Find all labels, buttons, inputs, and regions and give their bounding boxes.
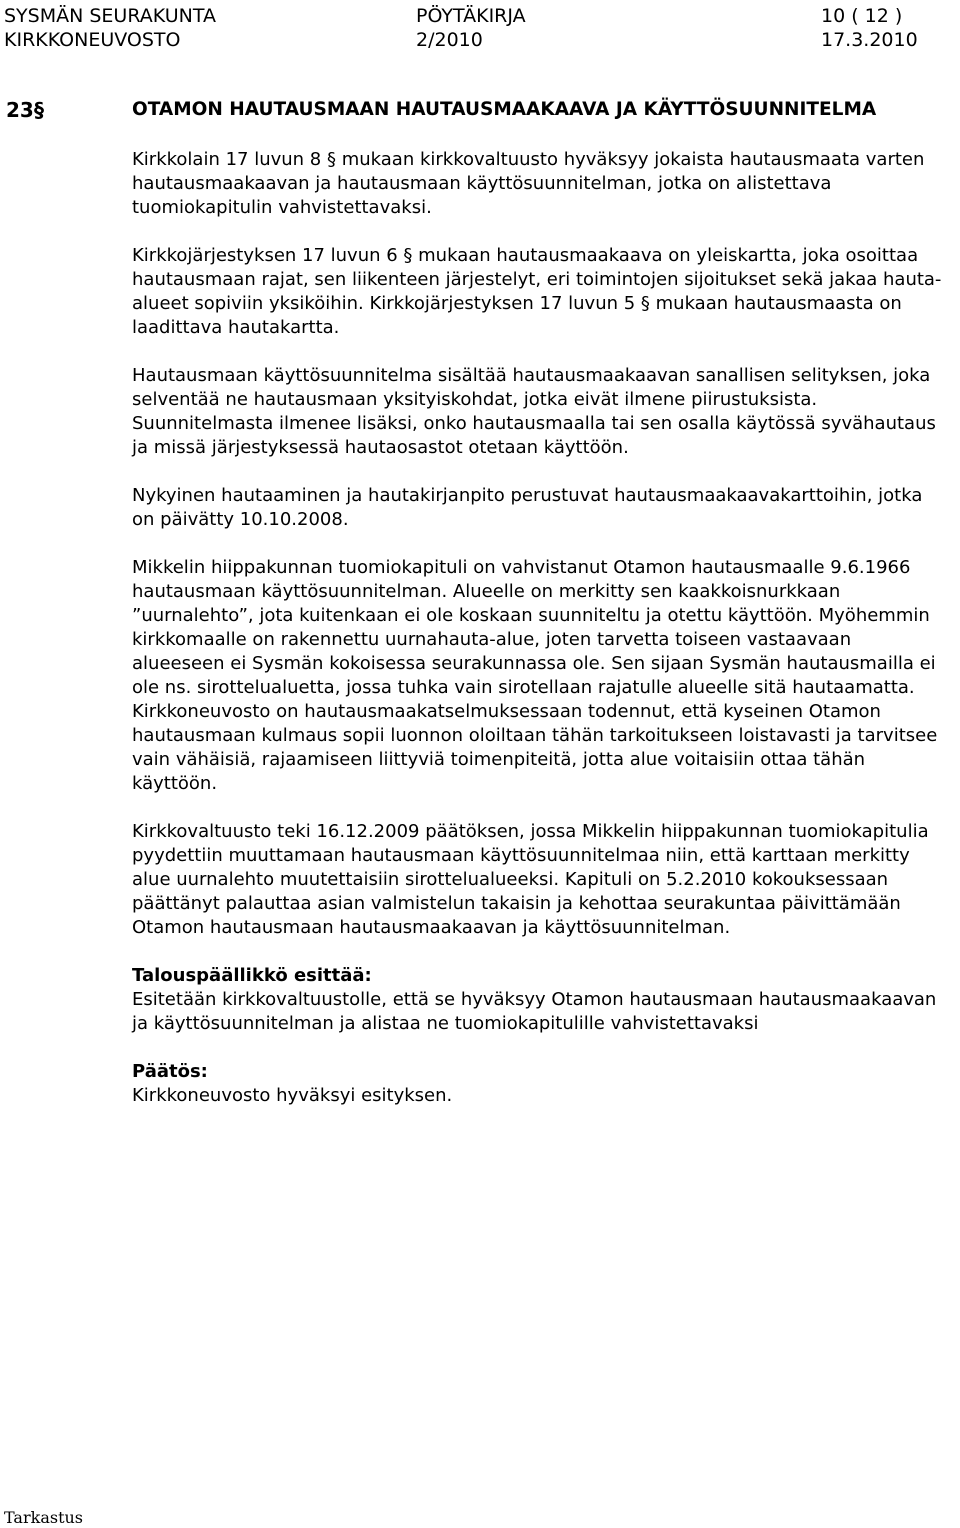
paragraph-council-decision: Kirkkovaltuusto teki 16.12.2009 päätöksen, jossa Mikkelin hiippakunnan tuomiokapitulia pyydettiin muuttamaan hautausmaan käyttösuunnitelmaa niin, että karttaan merkitty alue uurnalehto muutettaisiin sirottelualueeksi. Kapituli on 5.2.2010 kokouksessaan päättänyt palauttaa asian valmistelun takaisin ja kehottaa seurakuntaa päivittämään Otamon hautausmaan hautausmaakaavan ja käyttösuunnitelman.	[132, 821, 929, 938]
decision-block	[132, 1060, 947, 1108]
proposal-text: Esitetään kirkkovaltuustolle, että se hyväksyy Otamon hautausmaan hautausmaakaavan ja käyttösuunnitelman ja alistaa ne tuomiokapitulille vahvistettavaksi	[132, 989, 937, 1034]
document-body	[132, 148, 947, 1132]
section-title: OTAMON HAUTAUSMAAN HAUTAUSMAAKAAVA JA KÄYTTÖSUUNNITELMA	[132, 99, 877, 120]
proposal-label: Talouspäällikkö esittää:	[132, 965, 372, 986]
header-date: 17.3.2010	[821, 29, 918, 51]
paragraph-church-order: Kirkkojärjestyksen 17 luvun 6 § mukaan hautausmaakaava on yleiskartta, joka osoittaa hautausmaan rajat, sen liikenteen järjestelyt, eri toimintojen sijoitukset sekä jakaa hauta-alueet sopiviin yksiköihin. Kirkkojärjestyksen 17 luvun 5 § mukaan hautausmaasta on laadittava hautakartta.	[132, 245, 942, 338]
proposal-block	[132, 964, 947, 1036]
section-symbol: §	[34, 98, 44, 122]
footer-review-label: Tarkastus	[4, 1508, 84, 1527]
decision-text: Kirkkoneuvosto hyväksyi esityksen.	[132, 1085, 453, 1106]
paragraph-history: Mikkelin hiippakunnan tuomiokapituli on vahvistanut Otamon hautausmaalle 9.6.1966 hautausmaan käyttösuunnitelman. Alueelle on merkitty sen kaakkoisnurkkaan ”uurnalehto”, jota kuitenkaan ei ole koskaan suunniteltu ja otettu käyttöön. Myöhemmin kirkkomaalle on rakennettu uurnahauta-alue, joten tarvetta toiseen vastaavaan alueeseen ei Sysmän kokoisessa seurakunnassa ole. Sen sijaan Sysmän hautausmailla ei ole ns. sirottelualuetta, jossa tuhka vain sirotellaan rajatulle alueelle sitä hautaamatta. Kirkkoneuvosto on hautausmaakatselmuksessaan todennut, että kyseinen Otamon hautausmaan kulmaus sopii luonnon oloiltaan tähän tarkoitukseen loistavasti ja tarvitsee vain vähäisiä, rajaamiseen liittyviä toimenpiteitä, jotta alue voitaisiin ottaa tähän käyttöön.	[132, 557, 938, 794]
section-number: 23	[6, 98, 34, 122]
header-page-number: 10 ( 12 )	[821, 5, 903, 27]
header-organization: SYSMÄN SEURAKUNTA	[4, 5, 216, 27]
header-document-type: PÖYTÄKIRJA	[416, 5, 526, 27]
paragraph-usage-plan: Hautausmaan käyttösuunnitelma sisältää hautausmaakaavan sanallisen selityksen, joka selventää ne hautausmaan yksityiskohdat, jotka eivät ilmene piirustuksista. Suunnitelmasta ilmenee lisäksi, onko hautausmaalla tai sen osalla käytössä syvähautaus ja missä järjestyksessä hautaosastot otetaan käyttöön.	[132, 365, 936, 458]
header-body: KIRKKONEUVOSTO	[4, 29, 181, 51]
header-meeting-number: 2/2010	[416, 29, 483, 51]
paragraph-church-law: Kirkkolain 17 luvun 8 § mukaan kirkkovaltuusto hyväksyy jokaista hautausmaata varten hautausmaakaavan ja hautausmaan käyttösuunnitelman, jotka on alistettava tuomiokapitulin vahvistettavaksi.	[132, 149, 925, 218]
paragraph-current-records: Nykyinen hautaaminen ja hautakirjanpito perustuvat hautausmaakaavakarttoihin, jotka on päivätty 10.10.2008.	[132, 485, 923, 530]
decision-label: Päätös:	[132, 1061, 208, 1082]
